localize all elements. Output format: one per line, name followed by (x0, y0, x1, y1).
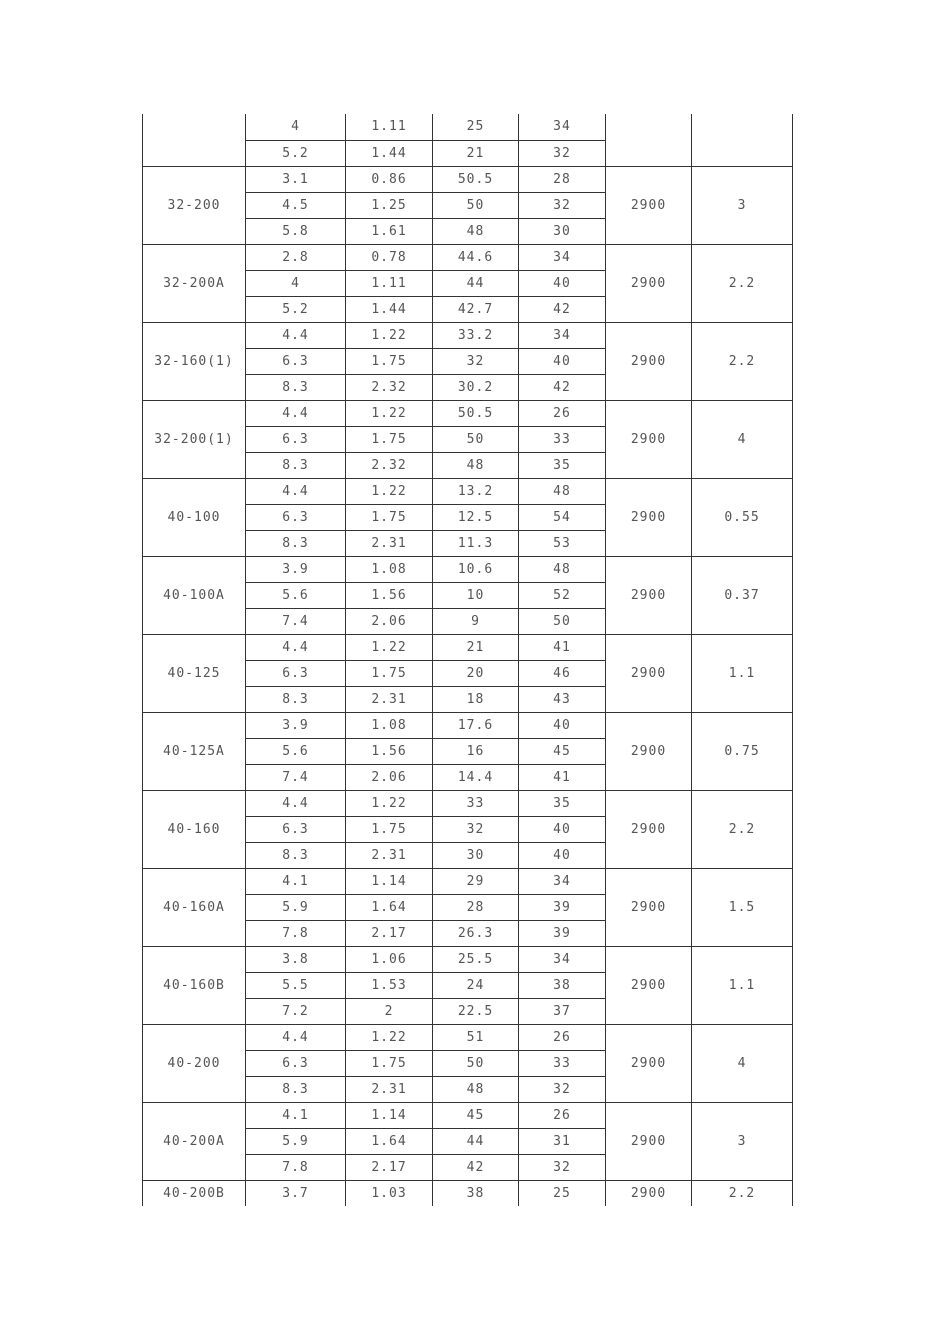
flow-ls-cell: 1.22 (346, 634, 433, 660)
power-cell (692, 114, 793, 166)
flow-cell: 7.8 (246, 1154, 346, 1180)
table-row (143, 114, 793, 140)
head-cell: 48 (433, 1076, 519, 1102)
table-row (143, 634, 793, 660)
head-cell: 11.3 (433, 530, 519, 556)
flow-ls-cell: 2.17 (346, 920, 433, 946)
head-cell: 48 (433, 452, 519, 478)
head-cell: 30.2 (433, 374, 519, 400)
table-row (143, 556, 793, 582)
model-cell: 32-160(1) (143, 322, 246, 400)
head-cell: 32 (433, 816, 519, 842)
table-row (143, 790, 793, 816)
efficiency-cell: 40 (519, 270, 606, 296)
head-cell: 21 (433, 140, 519, 166)
flow-cell: 6.3 (246, 348, 346, 374)
model-cell: 40-160B (143, 946, 246, 1024)
flow-cell: 7.8 (246, 920, 346, 946)
head-cell: 17.6 (433, 712, 519, 738)
efficiency-cell: 46 (519, 660, 606, 686)
flow-ls-cell: 1.22 (346, 1024, 433, 1050)
power-cell: 3 (692, 166, 793, 244)
flow-ls-cell: 1.56 (346, 738, 433, 764)
efficiency-cell: 33 (519, 1050, 606, 1076)
flow-cell: 8.3 (246, 374, 346, 400)
model-cell: 40-200 (143, 1024, 246, 1102)
head-cell: 9 (433, 608, 519, 634)
power-cell: 0.55 (692, 478, 793, 556)
efficiency-cell: 50 (519, 608, 606, 634)
flow-cell: 5.6 (246, 582, 346, 608)
flow-ls-cell: 1.08 (346, 712, 433, 738)
model-cell: 40-160A (143, 868, 246, 946)
speed-cell: 2900 (606, 634, 692, 712)
model-cell: 40-160 (143, 790, 246, 868)
efficiency-cell: 30 (519, 218, 606, 244)
head-cell: 14.4 (433, 764, 519, 790)
model-cell: 40-100A (143, 556, 246, 634)
efficiency-cell: 34 (519, 322, 606, 348)
head-cell: 50 (433, 192, 519, 218)
head-cell: 12.5 (433, 504, 519, 530)
head-cell: 25 (433, 114, 519, 140)
head-cell: 30 (433, 842, 519, 868)
flow-ls-cell: 1.61 (346, 218, 433, 244)
head-cell: 33.2 (433, 322, 519, 348)
efficiency-cell: 32 (519, 192, 606, 218)
power-cell: 1.5 (692, 868, 793, 946)
flow-cell: 5.9 (246, 894, 346, 920)
efficiency-cell: 39 (519, 920, 606, 946)
head-cell: 44 (433, 270, 519, 296)
model-cell: 32-200A (143, 244, 246, 322)
pump-table-body (143, 114, 793, 1206)
head-cell: 44.6 (433, 244, 519, 270)
efficiency-cell: 35 (519, 790, 606, 816)
flow-cell: 4.4 (246, 634, 346, 660)
flow-ls-cell: 1.25 (346, 192, 433, 218)
head-cell: 25.5 (433, 946, 519, 972)
efficiency-cell: 54 (519, 504, 606, 530)
flow-ls-cell: 1.64 (346, 894, 433, 920)
efficiency-cell: 32 (519, 140, 606, 166)
speed-cell: 2900 (606, 400, 692, 478)
pump-spec-table (142, 114, 793, 1206)
efficiency-cell: 42 (519, 296, 606, 322)
flow-ls-cell: 2.06 (346, 764, 433, 790)
head-cell: 16 (433, 738, 519, 764)
flow-ls-cell: 1.44 (346, 296, 433, 322)
table-row (143, 244, 793, 270)
head-cell: 28 (433, 894, 519, 920)
flow-ls-cell: 2.31 (346, 530, 433, 556)
model-cell (143, 114, 246, 166)
efficiency-cell: 32 (519, 1076, 606, 1102)
flow-cell: 3.1 (246, 166, 346, 192)
head-cell: 20 (433, 660, 519, 686)
table-row (143, 1024, 793, 1050)
flow-ls-cell: 2.32 (346, 452, 433, 478)
efficiency-cell: 48 (519, 556, 606, 582)
flow-cell: 4.1 (246, 868, 346, 894)
table-row (143, 166, 793, 192)
efficiency-cell: 43 (519, 686, 606, 712)
speed-cell: 2900 (606, 244, 692, 322)
head-cell: 18 (433, 686, 519, 712)
flow-cell: 3.8 (246, 946, 346, 972)
efficiency-cell: 28 (519, 166, 606, 192)
speed-cell: 2900 (606, 868, 692, 946)
model-cell: 40-125 (143, 634, 246, 712)
head-cell: 50.5 (433, 400, 519, 426)
model-cell: 32-200(1) (143, 400, 246, 478)
efficiency-cell: 41 (519, 634, 606, 660)
flow-ls-cell: 1.22 (346, 790, 433, 816)
flow-cell: 4.4 (246, 1024, 346, 1050)
head-cell: 26.3 (433, 920, 519, 946)
flow-cell: 4.4 (246, 322, 346, 348)
table-row (143, 322, 793, 348)
efficiency-cell: 40 (519, 816, 606, 842)
head-cell: 38 (433, 1180, 519, 1206)
speed-cell: 2900 (606, 556, 692, 634)
model-cell: 40-100 (143, 478, 246, 556)
flow-cell: 8.3 (246, 530, 346, 556)
flow-ls-cell: 2 (346, 998, 433, 1024)
efficiency-cell: 48 (519, 478, 606, 504)
flow-ls-cell: 2.31 (346, 686, 433, 712)
speed-cell: 2900 (606, 1102, 692, 1180)
efficiency-cell: 35 (519, 452, 606, 478)
efficiency-cell: 40 (519, 712, 606, 738)
speed-cell: 2900 (606, 166, 692, 244)
flow-ls-cell: 1.22 (346, 322, 433, 348)
flow-cell: 6.3 (246, 426, 346, 452)
efficiency-cell: 40 (519, 842, 606, 868)
speed-cell: 2900 (606, 1180, 692, 1206)
flow-ls-cell: 0.86 (346, 166, 433, 192)
flow-ls-cell: 1.75 (346, 816, 433, 842)
flow-ls-cell: 1.75 (346, 348, 433, 374)
power-cell: 2.2 (692, 1180, 793, 1206)
flow-ls-cell: 1.75 (346, 660, 433, 686)
efficiency-cell: 53 (519, 530, 606, 556)
flow-ls-cell: 1.56 (346, 582, 433, 608)
flow-cell: 5.2 (246, 140, 346, 166)
efficiency-cell: 42 (519, 374, 606, 400)
flow-ls-cell: 0.78 (346, 244, 433, 270)
power-cell: 4 (692, 400, 793, 478)
flow-cell: 5.9 (246, 1128, 346, 1154)
power-cell: 1.1 (692, 634, 793, 712)
flow-ls-cell: 1.08 (346, 556, 433, 582)
flow-cell: 7.2 (246, 998, 346, 1024)
efficiency-cell: 26 (519, 400, 606, 426)
table-row (143, 868, 793, 894)
power-cell: 2.2 (692, 790, 793, 868)
head-cell: 50.5 (433, 166, 519, 192)
speed-cell: 2900 (606, 712, 692, 790)
efficiency-cell: 32 (519, 1154, 606, 1180)
head-cell: 45 (433, 1102, 519, 1128)
flow-cell: 2.8 (246, 244, 346, 270)
flow-cell: 4 (246, 114, 346, 140)
flow-cell: 8.3 (246, 686, 346, 712)
flow-ls-cell: 1.75 (346, 1050, 433, 1076)
flow-ls-cell: 1.11 (346, 114, 433, 140)
speed-cell: 2900 (606, 478, 692, 556)
flow-ls-cell: 2.31 (346, 1076, 433, 1102)
flow-ls-cell: 1.64 (346, 1128, 433, 1154)
flow-ls-cell: 1.75 (346, 504, 433, 530)
power-cell: 1.1 (692, 946, 793, 1024)
head-cell: 10 (433, 582, 519, 608)
table-row (143, 400, 793, 426)
head-cell: 50 (433, 426, 519, 452)
head-cell: 13.2 (433, 478, 519, 504)
flow-cell: 5.6 (246, 738, 346, 764)
efficiency-cell: 39 (519, 894, 606, 920)
efficiency-cell: 25 (519, 1180, 606, 1206)
flow-cell: 5.8 (246, 218, 346, 244)
head-cell: 51 (433, 1024, 519, 1050)
head-cell: 29 (433, 868, 519, 894)
flow-cell: 3.9 (246, 712, 346, 738)
efficiency-cell: 34 (519, 868, 606, 894)
flow-cell: 6.3 (246, 816, 346, 842)
efficiency-cell: 40 (519, 348, 606, 374)
head-cell: 50 (433, 1050, 519, 1076)
flow-cell: 8.3 (246, 1076, 346, 1102)
model-cell: 40-200B (143, 1180, 246, 1206)
flow-ls-cell: 1.11 (346, 270, 433, 296)
flow-ls-cell: 2.32 (346, 374, 433, 400)
speed-cell: 2900 (606, 790, 692, 868)
head-cell: 24 (433, 972, 519, 998)
table-row (143, 478, 793, 504)
efficiency-cell: 31 (519, 1128, 606, 1154)
flow-cell: 4.5 (246, 192, 346, 218)
flow-cell: 3.7 (246, 1180, 346, 1206)
speed-cell: 2900 (606, 322, 692, 400)
flow-cell: 5.5 (246, 972, 346, 998)
model-cell: 32-200 (143, 166, 246, 244)
power-cell: 0.75 (692, 712, 793, 790)
speed-cell (606, 114, 692, 166)
power-cell: 3 (692, 1102, 793, 1180)
flow-ls-cell: 2.06 (346, 608, 433, 634)
flow-ls-cell: 1.44 (346, 140, 433, 166)
efficiency-cell: 34 (519, 114, 606, 140)
efficiency-cell: 45 (519, 738, 606, 764)
flow-ls-cell: 1.75 (346, 426, 433, 452)
efficiency-cell: 33 (519, 426, 606, 452)
flow-ls-cell: 1.06 (346, 946, 433, 972)
flow-cell: 4 (246, 270, 346, 296)
head-cell: 32 (433, 348, 519, 374)
flow-cell: 8.3 (246, 842, 346, 868)
power-cell: 2.2 (692, 322, 793, 400)
flow-ls-cell: 1.14 (346, 868, 433, 894)
flow-cell: 8.3 (246, 452, 346, 478)
head-cell: 33 (433, 790, 519, 816)
table-row (143, 946, 793, 972)
head-cell: 22.5 (433, 998, 519, 1024)
flow-cell: 5.2 (246, 296, 346, 322)
flow-cell: 6.3 (246, 660, 346, 686)
flow-cell: 7.4 (246, 608, 346, 634)
power-cell: 2.2 (692, 244, 793, 322)
head-cell: 44 (433, 1128, 519, 1154)
table-row (143, 1102, 793, 1128)
efficiency-cell: 52 (519, 582, 606, 608)
flow-cell: 4.4 (246, 478, 346, 504)
efficiency-cell: 37 (519, 998, 606, 1024)
flow-ls-cell: 1.53 (346, 972, 433, 998)
model-cell: 40-200A (143, 1102, 246, 1180)
power-cell: 0.37 (692, 556, 793, 634)
speed-cell: 2900 (606, 1024, 692, 1102)
efficiency-cell: 34 (519, 946, 606, 972)
efficiency-cell: 26 (519, 1102, 606, 1128)
flow-ls-cell: 1.14 (346, 1102, 433, 1128)
efficiency-cell: 38 (519, 972, 606, 998)
flow-cell: 6.3 (246, 504, 346, 530)
flow-cell: 4.4 (246, 400, 346, 426)
flow-cell: 3.9 (246, 556, 346, 582)
table-row (143, 1180, 793, 1206)
efficiency-cell: 41 (519, 764, 606, 790)
flow-ls-cell: 2.17 (346, 1154, 433, 1180)
efficiency-cell: 26 (519, 1024, 606, 1050)
head-cell: 42.7 (433, 296, 519, 322)
speed-cell: 2900 (606, 946, 692, 1024)
flow-cell: 7.4 (246, 764, 346, 790)
head-cell: 42 (433, 1154, 519, 1180)
model-cell: 40-125A (143, 712, 246, 790)
flow-ls-cell: 2.31 (346, 842, 433, 868)
flow-ls-cell: 1.22 (346, 478, 433, 504)
head-cell: 48 (433, 218, 519, 244)
efficiency-cell: 34 (519, 244, 606, 270)
head-cell: 21 (433, 634, 519, 660)
flow-cell: 4.1 (246, 1102, 346, 1128)
flow-cell: 4.4 (246, 790, 346, 816)
head-cell: 10.6 (433, 556, 519, 582)
power-cell: 4 (692, 1024, 793, 1102)
table-row (143, 712, 793, 738)
flow-ls-cell: 1.03 (346, 1180, 433, 1206)
flow-cell: 6.3 (246, 1050, 346, 1076)
flow-ls-cell: 1.22 (346, 400, 433, 426)
